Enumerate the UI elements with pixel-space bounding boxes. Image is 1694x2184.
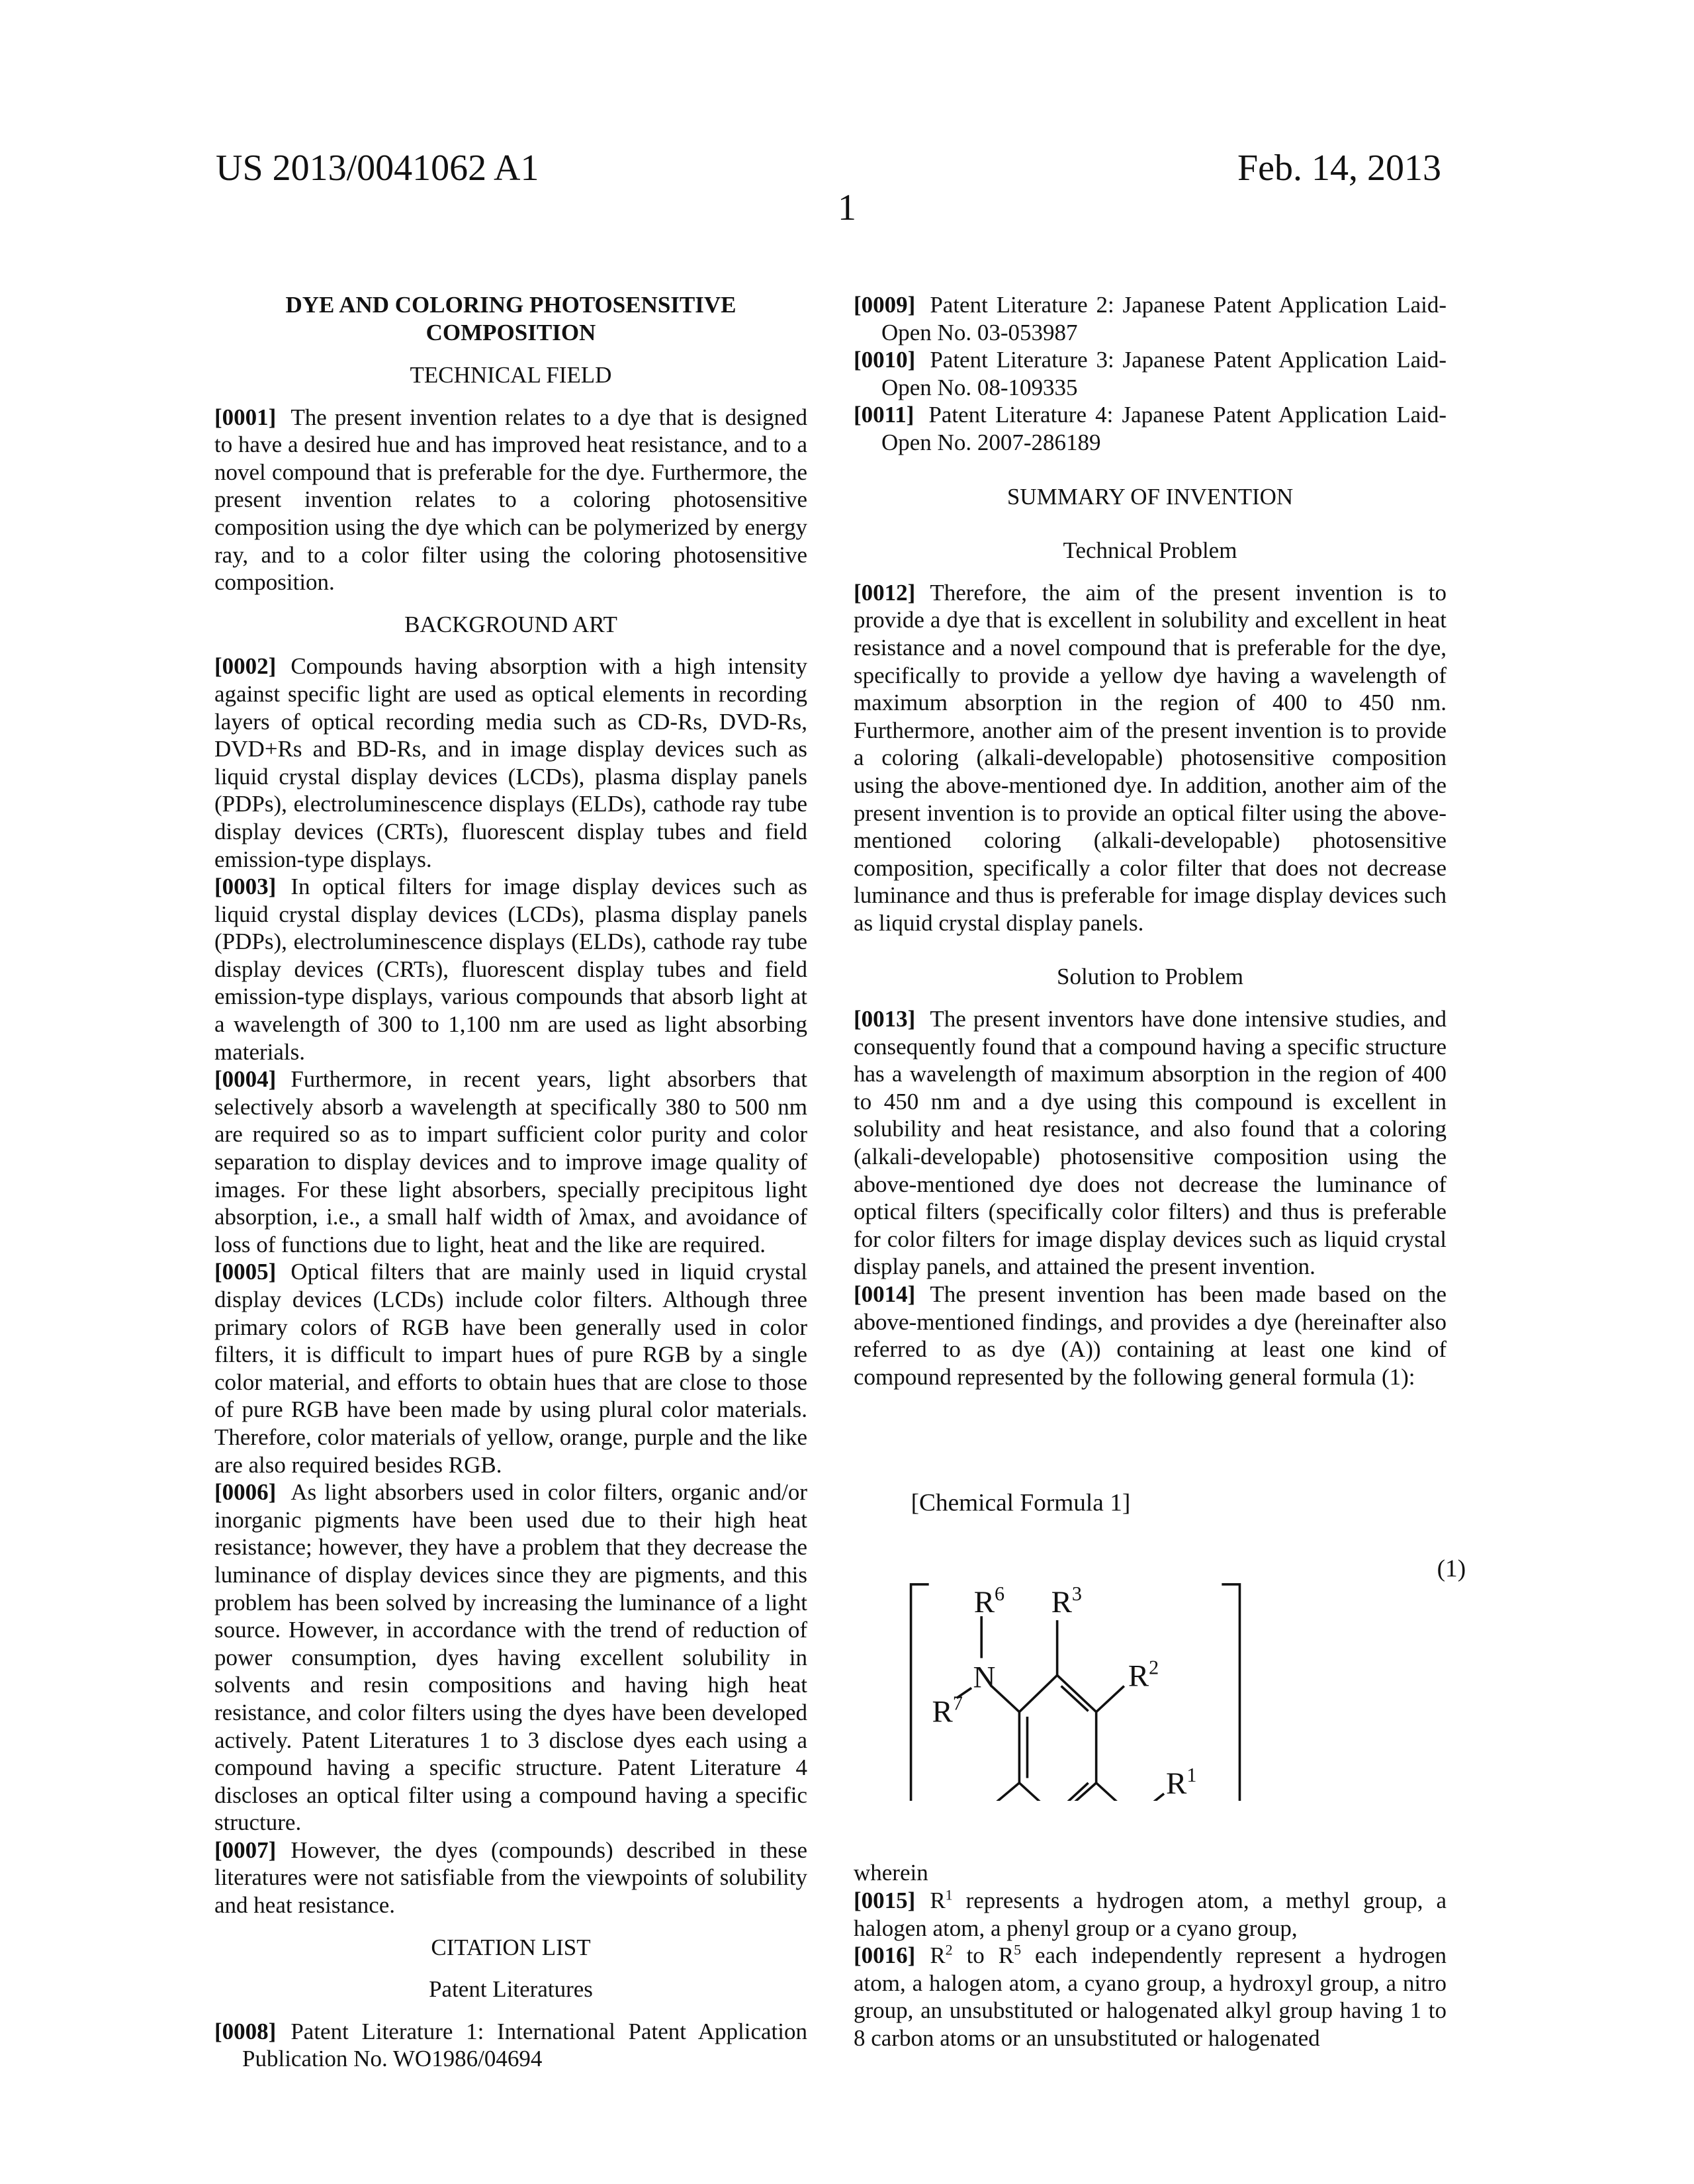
paragraph-0013 — [854, 1005, 1447, 1281]
paragraph-text: Patent Literature 2: Japanese Patent Application Laid-Open No. 03-053987 — [881, 292, 1447, 345]
left-column — [214, 291, 807, 2073]
paragraph-number: [0016] — [854, 1942, 915, 1968]
paragraph-text: Furthermore, in recent years, light absorbers that selectively absorb a wavelength at specifically 380 to 500 nm are required so as to impart sufficient color purity and color separation to display devices and to improve image quality of images. For these light absorbers, specially precipitous light absorption, i.e., a small half width of λmax, and avoidance of loss of functions due to light, heat and the like are required. — [214, 1066, 807, 1257]
r2-label: R2 — [1128, 1657, 1159, 1694]
paragraph-number: [0003] — [214, 874, 276, 899]
paragraph-0007 — [214, 1837, 807, 1919]
wherein-text: wherein — [854, 1859, 1447, 1887]
r7-label: R7 — [932, 1692, 963, 1729]
paragraph-0016 — [854, 1942, 1447, 2052]
n-label: N — [973, 1661, 996, 1695]
paragraph-text: Patent Literature 4: Japanese Patent Application Laid-Open No. 2007-286189 — [881, 402, 1447, 455]
r6-label: R6 — [974, 1582, 1004, 1619]
paragraph-text: The present inventors have done intensive studies, and consequently found that a compound having a specific structure has a wavelength of maximum absorption in the region of 400 to 450 nm and a dye using this compound is excellent in solubility and heat resistance, and also found that a coloring (alkali-developable) photosensitive composition using the above-mentioned dye does not decrease the luminance of optical filters (specifically color filters) and thus is preferable for color filters for image display devices such as liquid crystal display panels, and attained the present invention. — [854, 1006, 1447, 1279]
paragraph-number: [0002] — [214, 653, 276, 679]
formula-caption: [Chemical Formula 1] — [911, 1490, 1131, 1517]
r-symbol: R — [930, 1888, 945, 1913]
paragraph-0012 — [854, 579, 1447, 937]
superscript: 2 — [946, 1942, 953, 1958]
paragraph-0011 — [854, 401, 1447, 456]
chemical-formula-1 — [847, 1417, 1447, 1854]
paragraph-number: [0008] — [214, 2019, 276, 2044]
paragraph-text: Therefore, the aim of the present invention is to provide a dye that is excellent in solubility and excellent in heat resistance and a novel compound that is preferable for the dye, specifically to provide a yellow dye having a wavelength of maximum absorption in the region of 400 to 450 nm. Furthermore, another aim of the present invention is to provide a coloring (alkali-developable) photosensitive composition using the above-mentioned dye. In addition, another aim of the present invention is to provide an optical filter using the above-mentioned coloring (alkali-developable) photosensitive composition, specifically a color filter that does not decrease luminance and thus is preferable for image display devices such as liquid crystal display panels. — [854, 580, 1447, 936]
page-number: 1 — [0, 187, 1694, 229]
paragraph-number: [0014] — [854, 1281, 915, 1307]
paragraph-text: However, the dyes (compounds) described in these literatures were not satisfiable from the viewpoints of solubility and heat resistance. — [214, 1837, 807, 1918]
paragraph-number: [0006] — [214, 1479, 276, 1505]
heading-background-art: BACKGROUND ART — [214, 611, 807, 639]
paragraph-0009 — [854, 291, 1447, 346]
paragraph-number: [0013] — [854, 1006, 915, 1032]
paragraph-text: The present invention has been made based on the above-mentioned findings, and provides a dye (hereinafter also referred to as dye (A)) containing at least one kind of compound represented by the following general formula (1): — [854, 1281, 1447, 1390]
heading-summary: SUMMARY OF INVENTION — [854, 483, 1447, 511]
paragraph-text: Patent Literature 3: Japanese Patent Application Laid-Open No. 08-109335 — [881, 347, 1447, 400]
heading-solution: Solution to Problem — [854, 963, 1447, 991]
paragraph-0004 — [214, 1066, 807, 1258]
paragraph-0001 — [214, 404, 807, 596]
publication-date: Feb. 14, 2013 — [1237, 147, 1441, 189]
paragraph-text: In optical filters for image display devices such as liquid crystal display devices (LCDs), plasma display panels (PDPs), electroluminescence displays (ELDs), cathode ray tube display devices (CRTs), fluorescent display tubes and field emission-type displays, various compounds that absorb light at a wavelength of 300 to 1,100 nm are used as light absorbing materials. — [214, 874, 807, 1065]
heading-technical-field: TECHNICAL FIELD — [214, 361, 807, 389]
paragraph-0002 — [214, 653, 807, 873]
r5-label — [971, 1800, 1001, 1801]
paragraph-number: [0012] — [854, 580, 915, 606]
superscript: 1 — [946, 1886, 953, 1903]
paragraph-number: [0007] — [214, 1837, 276, 1863]
paragraph-number: [0015] — [854, 1888, 915, 1913]
superscript: 5 — [1014, 1942, 1021, 1958]
paragraph-0015 — [854, 1887, 1447, 1942]
heading-patent-literatures: Patent Literatures — [214, 1976, 807, 2003]
publication-number: US 2013/0041062 A1 — [216, 147, 539, 189]
paragraph-0014 — [854, 1281, 1447, 1390]
paragraph-number: [0001] — [214, 404, 276, 430]
paragraph-text: each independently represent a hydrogen atom, a halogen atom, a cyano group, a hydroxyl group, a nitro group, an unsubstituted or halogenated alkyl group having 1 to 8 carbon atoms or an unsubstituted or halogenated — [854, 1942, 1447, 2051]
paragraph-0010 — [854, 346, 1447, 401]
paragraph-number: [0004] — [214, 1066, 276, 1092]
paragraph-number: [0010] — [854, 347, 915, 373]
paragraph-0006 — [214, 1479, 807, 1837]
paragraph-text: As light absorbers used in color filters, organic and/or inorganic pigments have been used due to their high heat resistance; however, they have a problem that they decrease the luminance of display devices since they are pigments, and this problem has been solved by increasing the luminance of a light source. However, in accordance with the trend of reduction of power consumption, dyes having excellent solubility in solvents and resin compositions and having high heat resistance, and color filters using the dyes have been developed actively. Patent Literatures 1 to 3 disclose dyes each using a compound having a specific structure. Patent Literature 4 discloses an optical filter using a compound having a specific structure. — [214, 1479, 807, 1835]
r-symbol: to R — [953, 1942, 1014, 1968]
heading-citation-list: CITATION LIST — [214, 1934, 807, 1962]
r-symbol: R — [930, 1942, 945, 1968]
r1-label: R1 — [1166, 1764, 1196, 1801]
paragraph-number: [0005] — [214, 1259, 276, 1285]
chemical-structure-diagram — [847, 1417, 1469, 1801]
paragraph-text: represents a hydrogen atom, a methyl group, a halogen atom, a phenyl group or a cyano group, — [854, 1888, 1447, 1941]
paragraph-text: Compounds having absorption with a high intensity against specific light are used as optical elements in recording layers of optical recording media such as CD-Rs, DVD-Rs, DVD+Rs and BD-Rs, and in image display devices such as liquid crystal display devices (LCDs), plasma display panels (PDPs), electroluminescence displays (ELDs), cathode ray tube display devices (CRTs), fluorescent display tubes and field emission-type displays. — [214, 653, 807, 872]
formula-number: (1) — [1437, 1555, 1466, 1582]
paragraph-text: Patent Literature 1: International Patent Application Publication No. WO1986/04694 — [242, 2019, 807, 2072]
paragraph-text: Optical filters that are mainly used in liquid crystal display devices (LCDs) include color filters. Although three primary colors of RGB have been generally used in color filters, it is difficult to impart hues of pure RGB by a single color material, and efforts to obtain hues that are close to those of pure RGB have been made by using plural color materials. Therefore, color materials of yellow, orange, purple and the like are also required besides RGB. — [214, 1259, 807, 1477]
paragraph-0008 — [214, 2018, 807, 2073]
paragraph-number: [0011] — [854, 402, 914, 428]
paragraph-number: [0009] — [854, 292, 915, 318]
paragraph-0005 — [214, 1258, 807, 1479]
right-column — [854, 291, 1447, 2052]
paragraph-0003 — [214, 873, 807, 1066]
heading-technical-problem: Technical Problem — [854, 537, 1447, 565]
r3-label: R3 — [1051, 1582, 1082, 1619]
paragraph-text: The present invention relates to a dye that is designed to have a desired hue and has improved heat resistance, and to a novel compound that is preferable for the dye. Furthermore, the present invention relates to a coloring photosensitive composition using the dye which can be polymerized by energy ray, and to a color filter using the coloring photosensitive composition. — [214, 404, 807, 596]
document-title: DYE AND COLORING PHOTOSENSITIVE COMPOSITION — [214, 291, 807, 347]
